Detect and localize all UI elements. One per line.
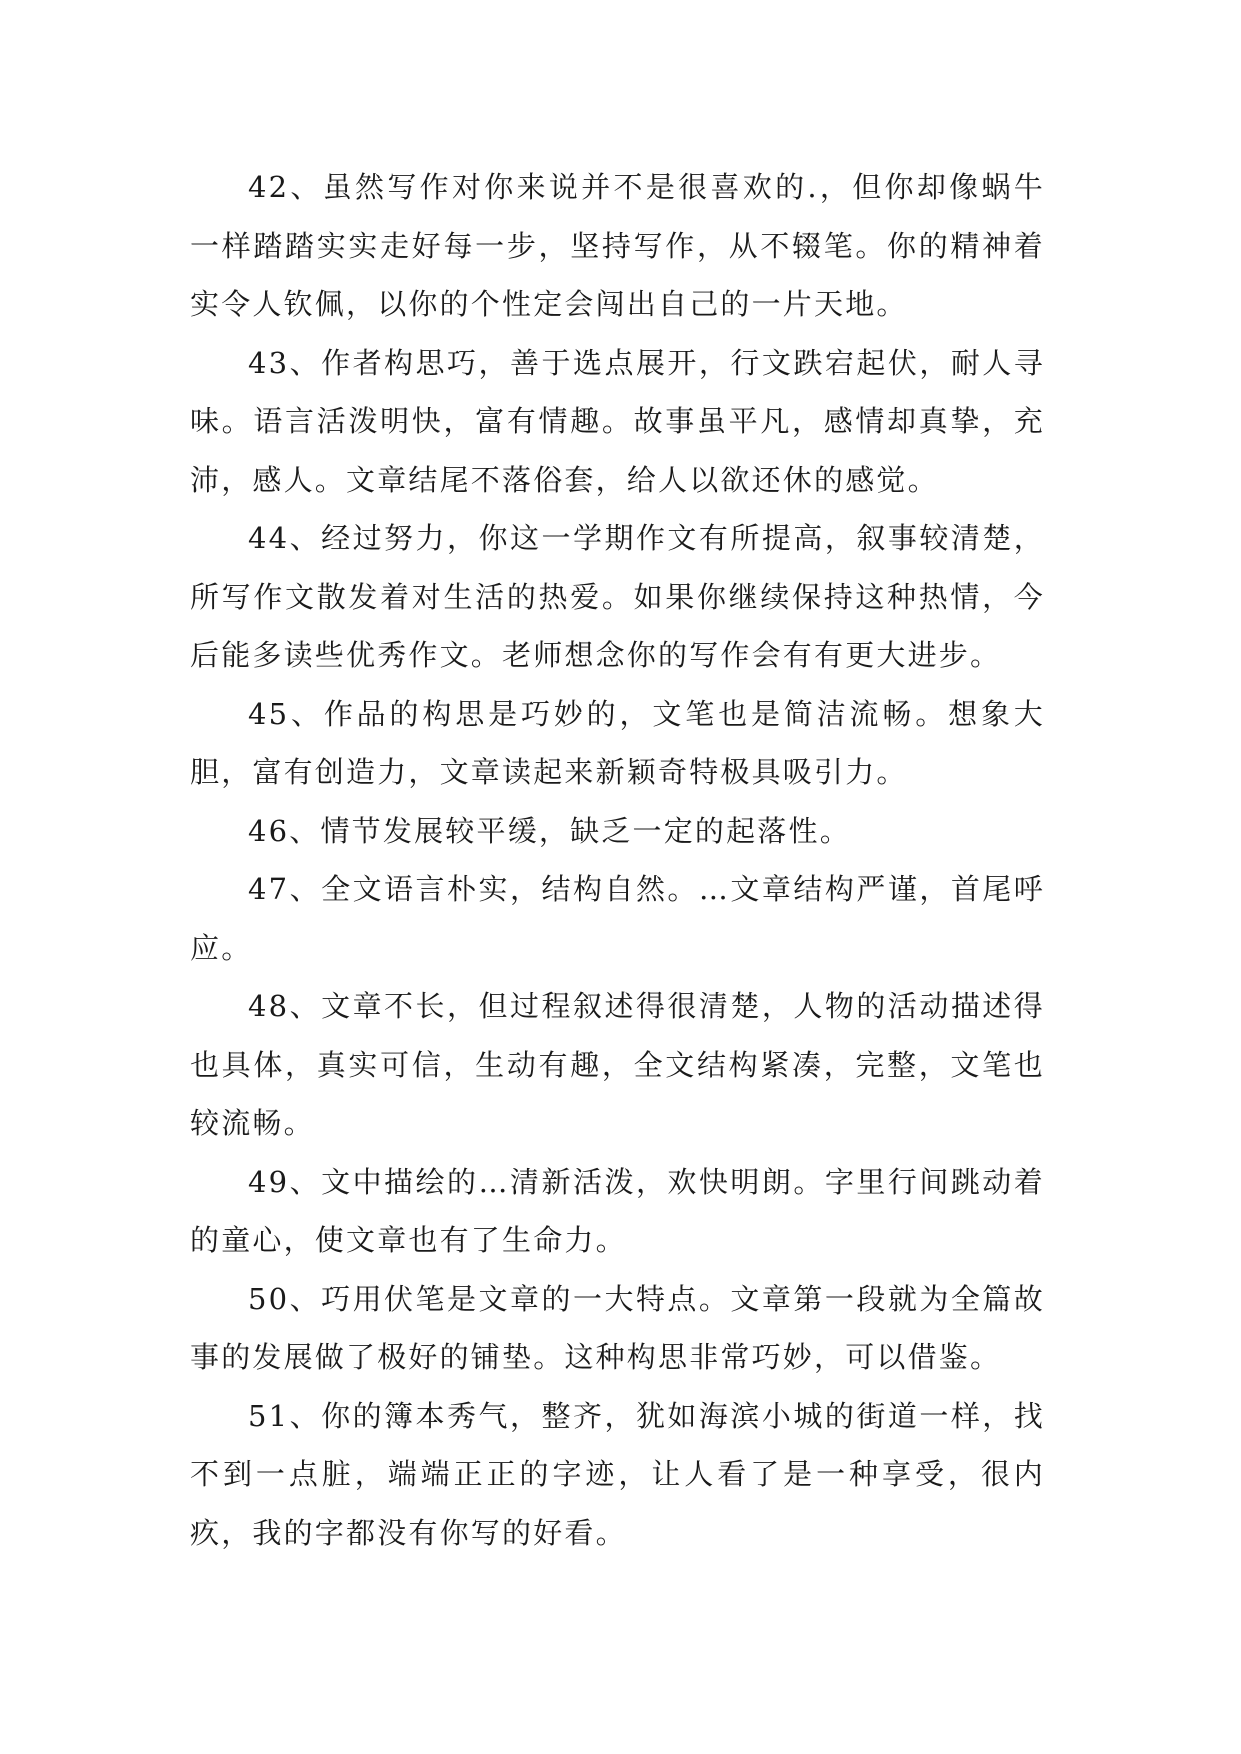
paragraph-47: 47、全文语言朴实，结构自然。…文章结构严谨，首尾呼应。 [190,872,1045,965]
paragraph-50: 50、巧用伏笔是文章的一大特点。文章第一段就为全篇故事的发展做了极好的铺垫。这种构思非常巧妙，可以借鉴。 [190,1281,1045,1374]
paragraph-46: 46、情节发展较平缓，缺乏一定的起落性。 [248,813,851,848]
document-body [190,158,1045,1562]
paragraph-51: 51、你的簿本秀气，整齐，犹如海滨小城的街道一样，找不到一点脏，端端正正的字迹，让人看了是一种享受，很内疚，我的字都没有你写的好看。 [190,1398,1045,1550]
paragraph-44: 44、经过努力，你这一学期作文有所提高，叙事较清楚，所写作文散发着对生活的热爱。如果你继续保持这种热情，今后能多读些优秀作文。老师想念你的写作会有有更大进步。 [190,521,1045,672]
paragraph-49: 49、文中描绘的…清新活泼，欢快明朗。字里行间跳动着的童心，使文章也有了生命力。 [190,1164,1045,1257]
paragraph-45: 45、作品的构思是巧妙的，文笔也是简洁流畅。想象大胆，富有创造力，文章读起来新颖奇特极具吸引力。 [190,696,1045,789]
paragraph-43: 43、作者构思巧，善于选点展开，行文跌宕起伏，耐人寻味。语言活泼明快，富有情趣。故事虽平凡，感情却真挚，充沛，感人。文章结尾不落俗套，给人以欲还休的感觉。 [190,345,1045,497]
paragraph-42: 42、虽然写作对你来说并不是很喜欢的.，但你却像蜗牛一样踏踏实实走好每一步，坚持写作，从不辍笔。你的精神着实令人钦佩，以你的个性定会闯出自己的一片天地。 [190,170,1045,321]
paragraph-48: 48、文章不长，但过程叙述得很清楚，人物的活动描述得也具体，真实可信，生动有趣，全文结构紧凑，完整，文笔也较流畅。 [190,989,1045,1140]
